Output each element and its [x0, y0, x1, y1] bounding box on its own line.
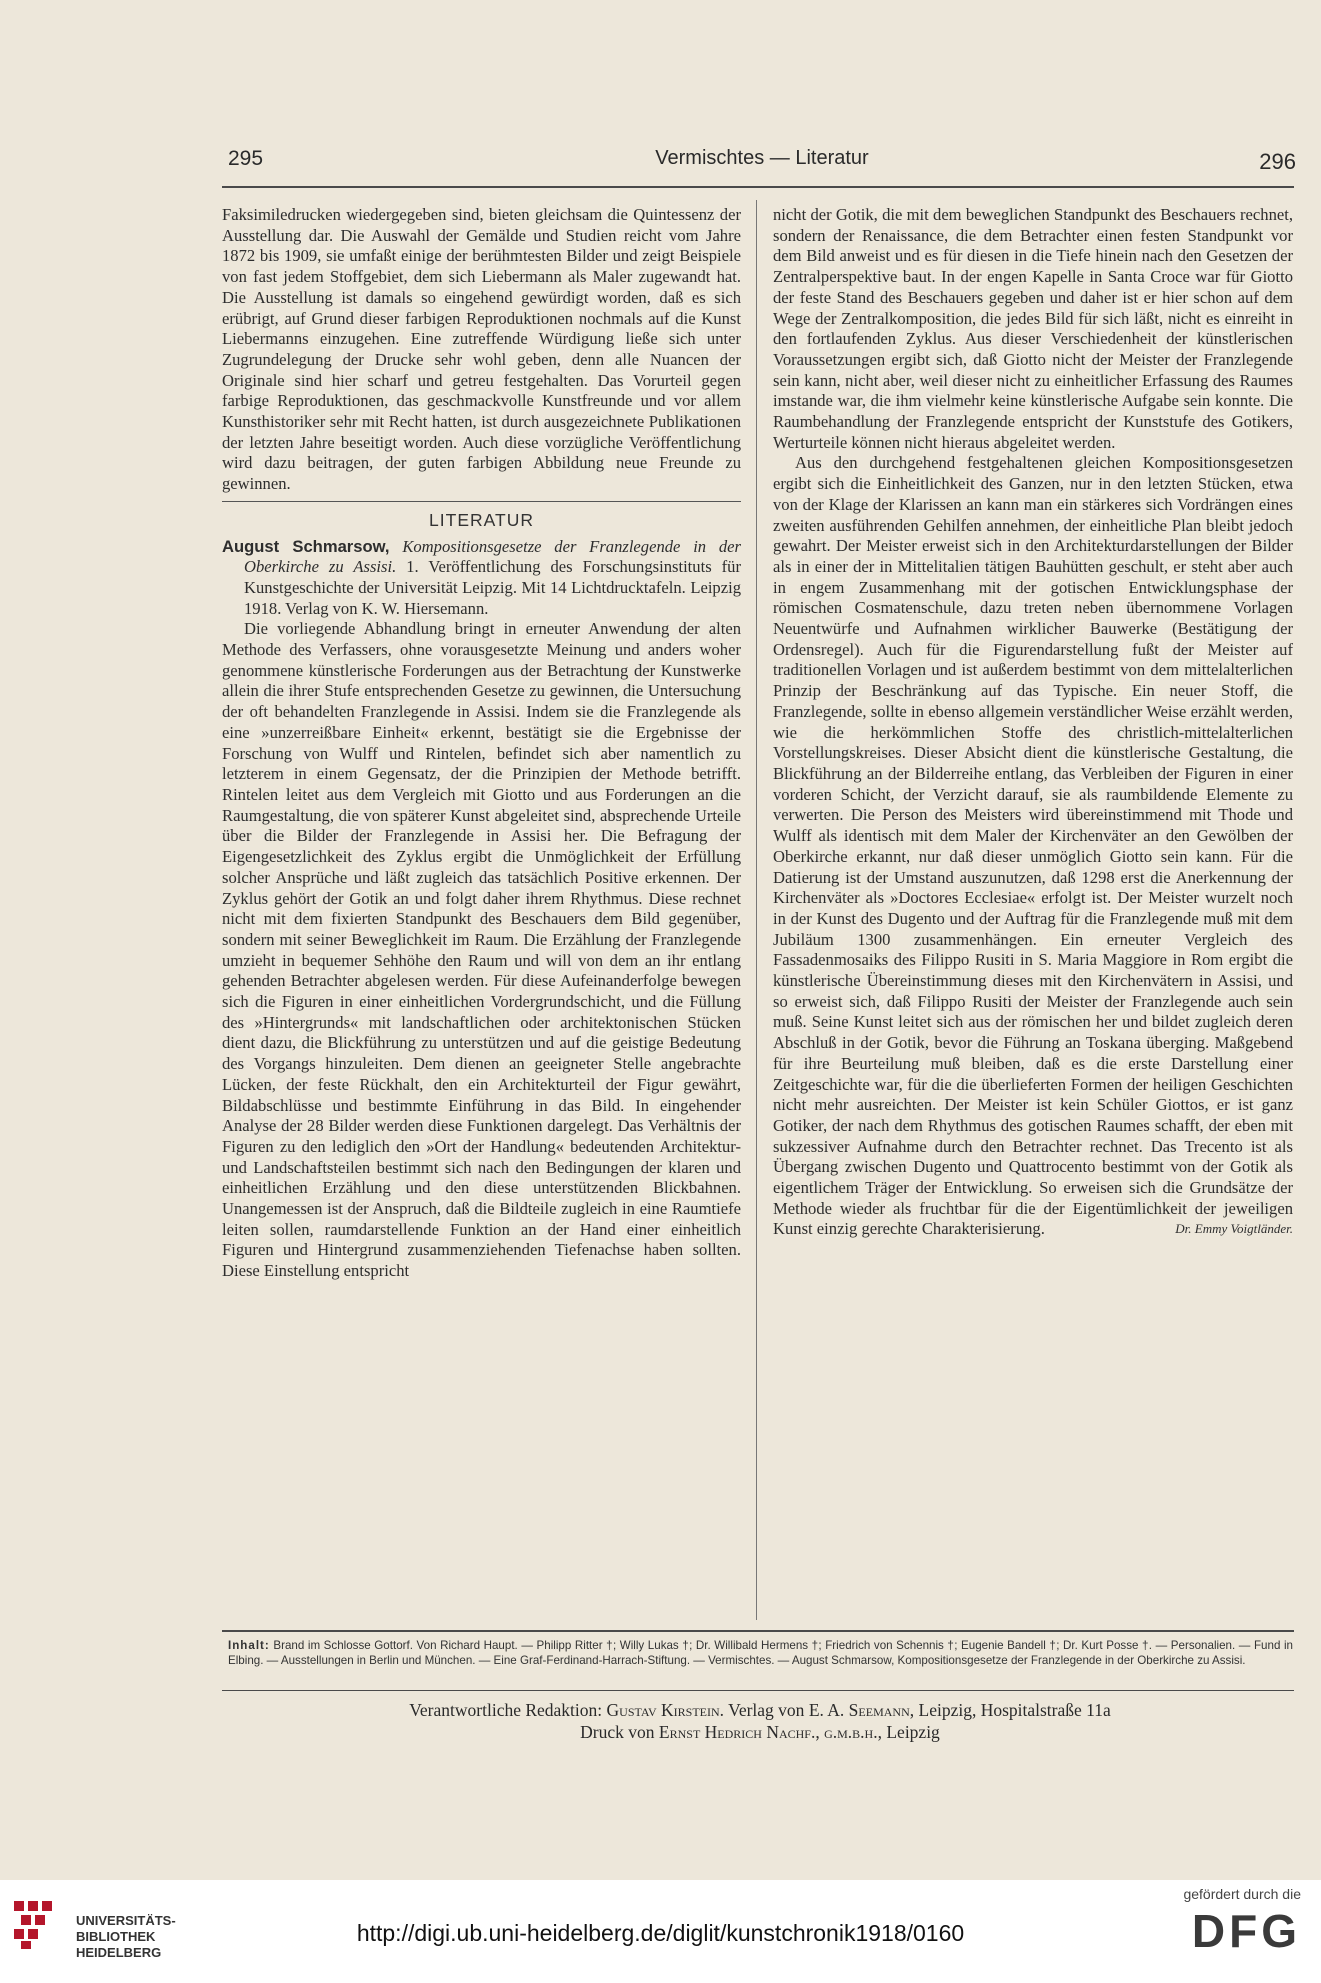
page-number-left: 295 — [228, 147, 264, 170]
contents-rule — [222, 1690, 1294, 1691]
imprint-publisher-label: Verlag von — [728, 1700, 805, 1720]
library-name-line-2: BIBLIOTHEK — [76, 1929, 156, 1944]
digitization-footer — [0, 1880, 1321, 1983]
entry-title: Kompositionsgesetze der Franzlegende in der Oberkirche zu Assisi. — [244, 536, 741, 577]
header-rule — [222, 186, 1294, 188]
right-paragraph-2-text: Aus den durchgehend festgehaltenen gleichen Kompositionsgesetzen ergibt sich die Einheitlichkeit des Ganzen, nur in den letzten Stücken, etwa von der Klage der Klarissen an kann man ein stärkeres sich Vordrängen eines zweiten ausführenden Gehilfen annehmen, der einheitliche Plan bleibt jedoch gewahrt. Der Meister erweist sich in den Architekturdarstellungen der Bilder als in einer der in Mittelitalien tätigen Bauhütten geschult, er steht aber auch in engem Zusammenhang mit der gotischen Entwicklungsphase der römischen Cosmatenschule, dazu treten neben übernommene Vorlagen Neuentwürfe und Aufnahmen wirklicher Bauwerke (Bestätigung der Ordensregel). Auch für die Figurendarstellung fußt der Meister auf traditionellen Vorlagen und ist außerdem bestimmt von dem mittelalterlichen Prinzip der Beschränkung auf das Typische. Ein neuer Stoff, die Franzlegende, sollte in ebenso allgemein verständlicher Weise erzählt werden, wie die herkömmlichen Stoffe des christlich-mittelalterlichen Vorstellungskreises. Dieser Absicht dient die künstlerische Gestaltung, die Blickführung an der Bilderreihe entlang, das Verbleiben der Figuren in einer vorderen Schicht, der Verzicht darauf, sie als raumbildende Elemente zu verwerten. Die Person des Meisters wird übereinstimmend mit Thode und Wulff als identisch mit dem Maler der Kirchenväter an den Gewölben der Oberkirche erkannt, nur daß dieser unmöglich Giotto sein kann. Für die Datierung ist der Umstand auszunutzen, daß 1298 erst die Anerkennung der Kirchenväter als »Doctores Ecclesiae« erfolgt ist. Der Meister wurzelt noch in der Kunst des Dugento und der Auftrag für die Franzlegende muß mit dem Jubiläum 1300 zusammenhängen. Ein erneuter Vergleich des Fassadenmosaiks des Filippo Rusiti in S. Maria Maggiore in Rom ergibt die künstlerische Übereinstimmung dieses mit den Kirchenvätern in Assisi, und so erweist sich, daß Filippo Rusiti der Meister der Franzlegende auch sein muß. Seine Kunst leitet sich aus der römischen her und bildet zugleich deren Abschluß in der Gotik, bevor die Führung an Toskana überging. Maßgebend für ihre Beurteilung muß bleiben, daß es die erste Darstellung einer Zeitgeschichte war, für die die überlieferten Formen der heiligen Geschichten nicht mehr ausreichten. Der Meister ist kein Schüler Giottos, er ist ganz Gotiker, der nach dem Rhythmus des gotischen Raumes schafft, der eben mit sukzessiver Aufnahme durch den Betrachter rechnet. Das Trecento ist als Übergang zwischen Dugento und Quattrocento bestimmt von der Gotik als eigentlichem Träger der Entwicklung. So erweisen sich die Grundsätze der Methode wieder als fruchtbar für die der Eigentümlichkeit der jeweiligen Kunst einzig gerechte Charakterisierung. — [773, 453, 1293, 1239]
review-signature: Dr. Emmy Voigtländer. — [1175, 1221, 1293, 1237]
left-column — [222, 205, 741, 1625]
bibliography-entry — [222, 537, 741, 620]
funded-by-text: gefördert durch die — [1183, 1886, 1301, 1902]
imprint-publisher: E. A. Seemann, — [808, 1700, 915, 1720]
contents-text: Brand im Schlosse Gottorf. Von Richard Haupt. — Philipp Ritter †; Willy Lukas †; Dr. Willibald Hermens †; Friedrich von Schennis †; Eugenie Bandell †; Dr. Kurt Posse †. — Personalien. — Fund in Elbing. — Ausstellungen in Berlin und München. — Eine Graf-Ferdinand-Harrach-Stiftung. — Vermischtes. — August Schmarsow, Kompositionsgesetze der Franzlegende in der Oberkirche zu Assisi. — [228, 1639, 1293, 1667]
contents-label: Inhalt: — [228, 1639, 270, 1652]
column-divider — [756, 200, 757, 1620]
library-name-line-3: HEIDELBERG — [76, 1945, 162, 1960]
library-name-line-1: UNIVERSITÄTS- — [76, 1913, 176, 1928]
running-title: Vermischtes — Literatur — [655, 147, 869, 169]
right-column — [773, 205, 1293, 1625]
page-number-right: 296 — [1259, 149, 1296, 174]
entry-author: August Schmarsow, — [222, 536, 390, 556]
intro-paragraph: Faksimiledrucken wiedergegeben sind, bieten gleichsam die Quintessenz der Ausstellung dar. Die Auswahl der Gemälde und Studien reicht vom Jahre 1872 bis 1909, sie umfaßt einige der berühmtesten Bilder und zeigt Beispiele von fast jedem Stoffgebiet, dem sich Liebermann als Maler zugewandt hat. Die Ausstellung ist damals so eingehend gewürdigt worden, daß es sich erübrigt, auf Grund dieser farbigen Reproduktionen nochmals auf die Kunst Liebermanns einzugehen. Eine zutreffende Würdigung ließe sich unter Zugrundelegung der Drucke sehr wohl geben, denn alle Nuancen der Originale sind hier scharf und getreu festgehalten. Das Vorurteil gegen farbige Reproduktionen, das geschmackvolle Kunstfreunde und vor allem Kunsthistoriker sehr mit Recht hatten, ist durch ausgezeichnete Publikationen der letzten Jahre beseitigt worden. Auch diese vorzügliche Veröffentlichung wird dazu beitragen, der guten farbigen Abbildung neue Freunde zu gewinnen. — [222, 205, 741, 494]
dfg-wordmark: DFG — [1191, 1905, 1301, 1957]
review-paragraph: Die vorliegende Abhandlung bringt in erneuter Anwendung der alten Methode des Verfassers, ohne vorausgesetzte Meinung und anders woher genommene künstlerische Forderungen aus der Betrachtung der Kunstwerke allein die ihrer Stufe entsprechenden Gesetze zu gewinnen, die Untersuchung der oft behandelten Franzlegende in Assisi. Indem sie die Franzlegende als eine »unzerreißbare Einheit« erkennt, bestätigt sie die Ergebnisse der Forschung von Wulff und Rintelen, befindet sich aber namentlich zu letzterem in einem Gegensatz, der die Prinzipien der Methode betrifft. Rintelen leitet aus dem Vergleich mit Giotto und aus Forderungen an die Raumgestaltung, die von späterer Kunst abgeleitet sind, absprechende Urteile über die Bilder der Franzlegende in Assisi her. Die Befragung der Eigengesetzlichkeit des Zyklus ergibt die Unmöglichkeit der Erfüllung solcher Ansprüche und läßt zugleich das tatsächlich Positive erkennen. Der Zyklus gehört der Gotik an und folgt daher ihrem Rhythmus. Diese rechnet nicht mit dem fixierten Standpunkt des Beschauers dem Bild gegenüber, sondern mit seiner Beweglichkeit im Raum. Die Erzählung der Franzlegende umzieht in bequemer Sehhöhe den Raum und will von dem an ihr entlang gehenden Betrachter abgelesen werden. Für diese Aufeinanderfolge bewegen sich die Figuren in einer einheitlichen Vordergrundschicht, und die Füllung des »Hintergrunds« mit landschaftlichen oder architektonischen Stücken dient dazu, die Blickführung zu unterstützen und auf die geistige Bedeutung des Vorgangs hinzuleiten. Dem dienen an geeigneter Stelle angebrachte Lücken, der feste Rückhalt, den ein Architekturteil der Figur gewährt, Bildabschlüsse und bestimmte Einführung in das Bild. In eingehender Analyse der 28 Bilder werden diese Funktionen dargelegt. Das Verhältnis der Figuren zu den lediglich den »Ort der Handlung« bedeutenden Architektur- und Landschaftsteilen bestimmt sich nach den Bedingungen der klaren und einheitlichen Erzählung und den diese unterstützenden Blickbahnen. Unangemessen ist der Anspruch, daß die Bildteile zugleich in eine Raumtiefe leiten sollen, raumdarstellende Funktion an der Hand einer einheitlich Figuren und Hintergrund zusammenziehenden Tiefenachse haben sollten. Diese Einstellung entspricht — [222, 619, 741, 1281]
imprint-editor: Gustav Kirstein. — [606, 1700, 725, 1720]
imprint-label: Verantwortliche Redaktion: — [409, 1700, 603, 1720]
section-title: LITERATUR — [429, 509, 534, 530]
right-paragraph-1: nicht der Gotik, die mit dem beweglichen Standpunkt des Beschauers rechnet, sondern der Renaissance, die dem Betrachter einen festen Standpunkt vor dem Bild anweist und es für diesen in die Tiefe hinein nach den Gesetzen der Zentralperspektive baut. In der engen Kapelle in Santa Croce war für Giotto der feste Stand des Beschauers gegeben und daher ist er hier schon auf dem Wege der Zentralkomposition, die jedes Bild für sich läßt, nicht es einreiht in den fortlaufenden Zyklus. Aus dieser Verschiedenheit der künstlerischen Voraussetzungen ergibt sich, daß Giotto nicht der Meister der Franzlegende sein kann, nicht aber, weil dieser nicht zu einheitlicher Erfassung des Raumes imstande war, die ihm vielmehr keine künstlerische Aufgabe sein konnte. Die Raumbehandlung der Franzlegende entspricht der Kunststufe des Gotikers, Werturteile können nicht hieraus abgeleitet werden. — [773, 205, 1293, 452]
imprint-city: Leipzig — [886, 1722, 940, 1742]
footer-rule — [222, 1630, 1294, 1632]
imprint-printer: Ernst Hedrich Nachf., g.m.b.h., — [658, 1722, 882, 1742]
imprint-address: Leipzig, Hospitalstraße 11a — [918, 1700, 1111, 1720]
imprint-line-2 — [200, 1721, 1320, 1743]
table-of-contents — [228, 1638, 1293, 1668]
right-paragraph-2 — [773, 453, 1293, 1240]
dfg-logo — [1131, 1886, 1301, 1976]
section-rule — [222, 501, 741, 502]
source-url[interactable]: http://digi.ub.uni-heidelberg.de/diglit/kunstchronik1918/0160 — [356, 1920, 965, 1946]
page-header — [228, 147, 1296, 181]
entry-publication: 1. Veröffentlichung des Forschungsinstituts für Kunstgeschichte der Universität Leipzig. Mit 14 Lichtdrucktafeln. Leipzig 1918. Verlag von K. W. Hiersemann. — [244, 557, 741, 618]
imprint-line-1 — [200, 1699, 1320, 1721]
imprint — [200, 1699, 1320, 1743]
imprint-print-label: Druck von — [580, 1722, 655, 1742]
